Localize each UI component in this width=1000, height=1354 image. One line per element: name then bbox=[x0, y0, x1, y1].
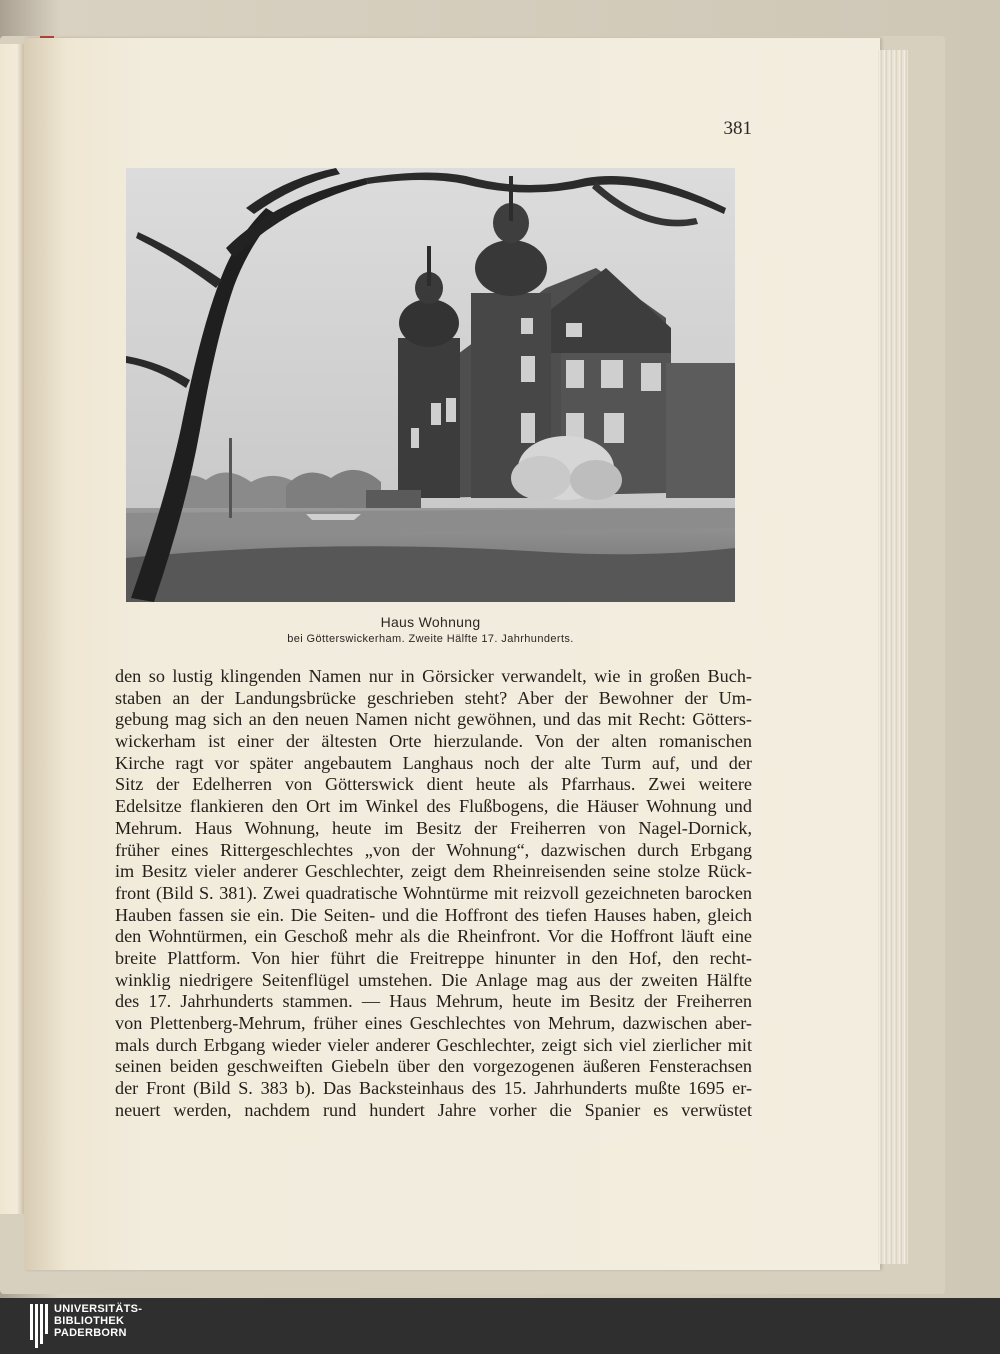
text-line: wickerham ist einer der ältesten Orte hierzulande. Von der alten romanischen bbox=[115, 731, 752, 752]
text-line: von Plettenberg-Mehrum, früher eines Geschlechtes von Mehrum, dazwischen aber- bbox=[115, 1013, 752, 1033]
logo-line: PADERBORN bbox=[54, 1327, 127, 1339]
text-line: neuert werden, nachdem rund hundert Jahre vorher die Spanier es verwüstet bbox=[115, 1099, 752, 1120]
text-line: Mehrum. Haus Wohnung, heute im Besitz der Freiherren von Nagel-Dornick, bbox=[115, 817, 752, 838]
text-line: Edelsitze flankieren den Ort im Winkel des Flußbogens, die Häuser Wohnung und bbox=[115, 796, 752, 817]
logo-line: BIBLIOTHEK bbox=[54, 1315, 125, 1327]
body-text bbox=[115, 666, 752, 1121]
figure-caption-title: Haus Wohnung bbox=[380, 614, 481, 630]
left-page-edge bbox=[0, 44, 24, 1214]
library-logo-text bbox=[54, 1303, 142, 1339]
text-line: seinen beiden geschweiften Giebeln über den vorgezogenen äußeren Fensterachsen bbox=[115, 1056, 752, 1077]
library-logo-icon bbox=[30, 1304, 48, 1348]
text-line: mals durch Erbgang wieder vieler anderer Geschlechter, zeigt sich viel zierlicher mit bbox=[115, 1034, 752, 1055]
text-line: der Front (Bild S. 383 b). Das Backsteinhaus des 15. Jahrhunderts mußte 1695 er- bbox=[115, 1078, 752, 1099]
text-line: front (Bild S. 381). Zwei quadratische Wohntürme mit reizvoll gezeichneten barocken bbox=[115, 882, 752, 903]
page-stack-edge bbox=[878, 50, 908, 1264]
figure-photo-haus-wohnung bbox=[126, 168, 735, 602]
figure-caption-subtitle: bei Götterswickerham. Zweite Hälfte 17. Jahrhunderts. bbox=[287, 633, 574, 645]
page-number: 381 bbox=[723, 118, 752, 139]
text-line: breite Plattform. Von hier führt die Freitreppe hinunter in den Hof, den recht- bbox=[115, 947, 752, 968]
footer-bar bbox=[0, 1298, 1000, 1354]
text-line: Hauben fassen sie ein. Die Seiten- und die Hoffront des tiefen Hauses haben, gleich bbox=[115, 904, 752, 925]
logo-line: UNIVERSITÄTS- bbox=[54, 1303, 143, 1315]
text-line: Kirche ragt vor später angebautem Langhaus noch der alte Turm auf, und der bbox=[115, 752, 752, 773]
text-line: des 17. Jahrhunderts stammen. — Haus Mehrum, heute im Besitz der Freiherren bbox=[115, 991, 752, 1012]
text-line: staben an der Landungsbrücke geschrieben steht? Aber der Bewohner der Um- bbox=[115, 687, 752, 708]
text-line: den Wohntürmen, ein Geschoß mehr als die Rheinfront. Vor die Hoffront läuft eine bbox=[115, 926, 752, 947]
text-line: winklig niedrigere Seitenflügel umstehen. Die Anlage mag aus der zweiten Hälfte bbox=[115, 969, 752, 990]
text-line: den so lustig klingenden Namen nur in Görsicker verwandelt, wie in großen Buch- bbox=[115, 666, 752, 686]
text-line: im Besitz vieler anderer Geschlechter, zeigt dem Rheinreisenden seine stolze Rück- bbox=[115, 861, 752, 882]
text-line: Sitz der Edelherren von Götterswick dient heute als Pfarrhaus. Zwei weitere bbox=[115, 774, 752, 795]
text-line: gebung mag sich an den neuen Namen nicht gewöhnen, und das mit Recht: Götters- bbox=[115, 709, 752, 730]
text-line: früher eines Rittergeschlechtes „von der Wohnung“, dazwischen durch Erbgang bbox=[115, 839, 752, 860]
